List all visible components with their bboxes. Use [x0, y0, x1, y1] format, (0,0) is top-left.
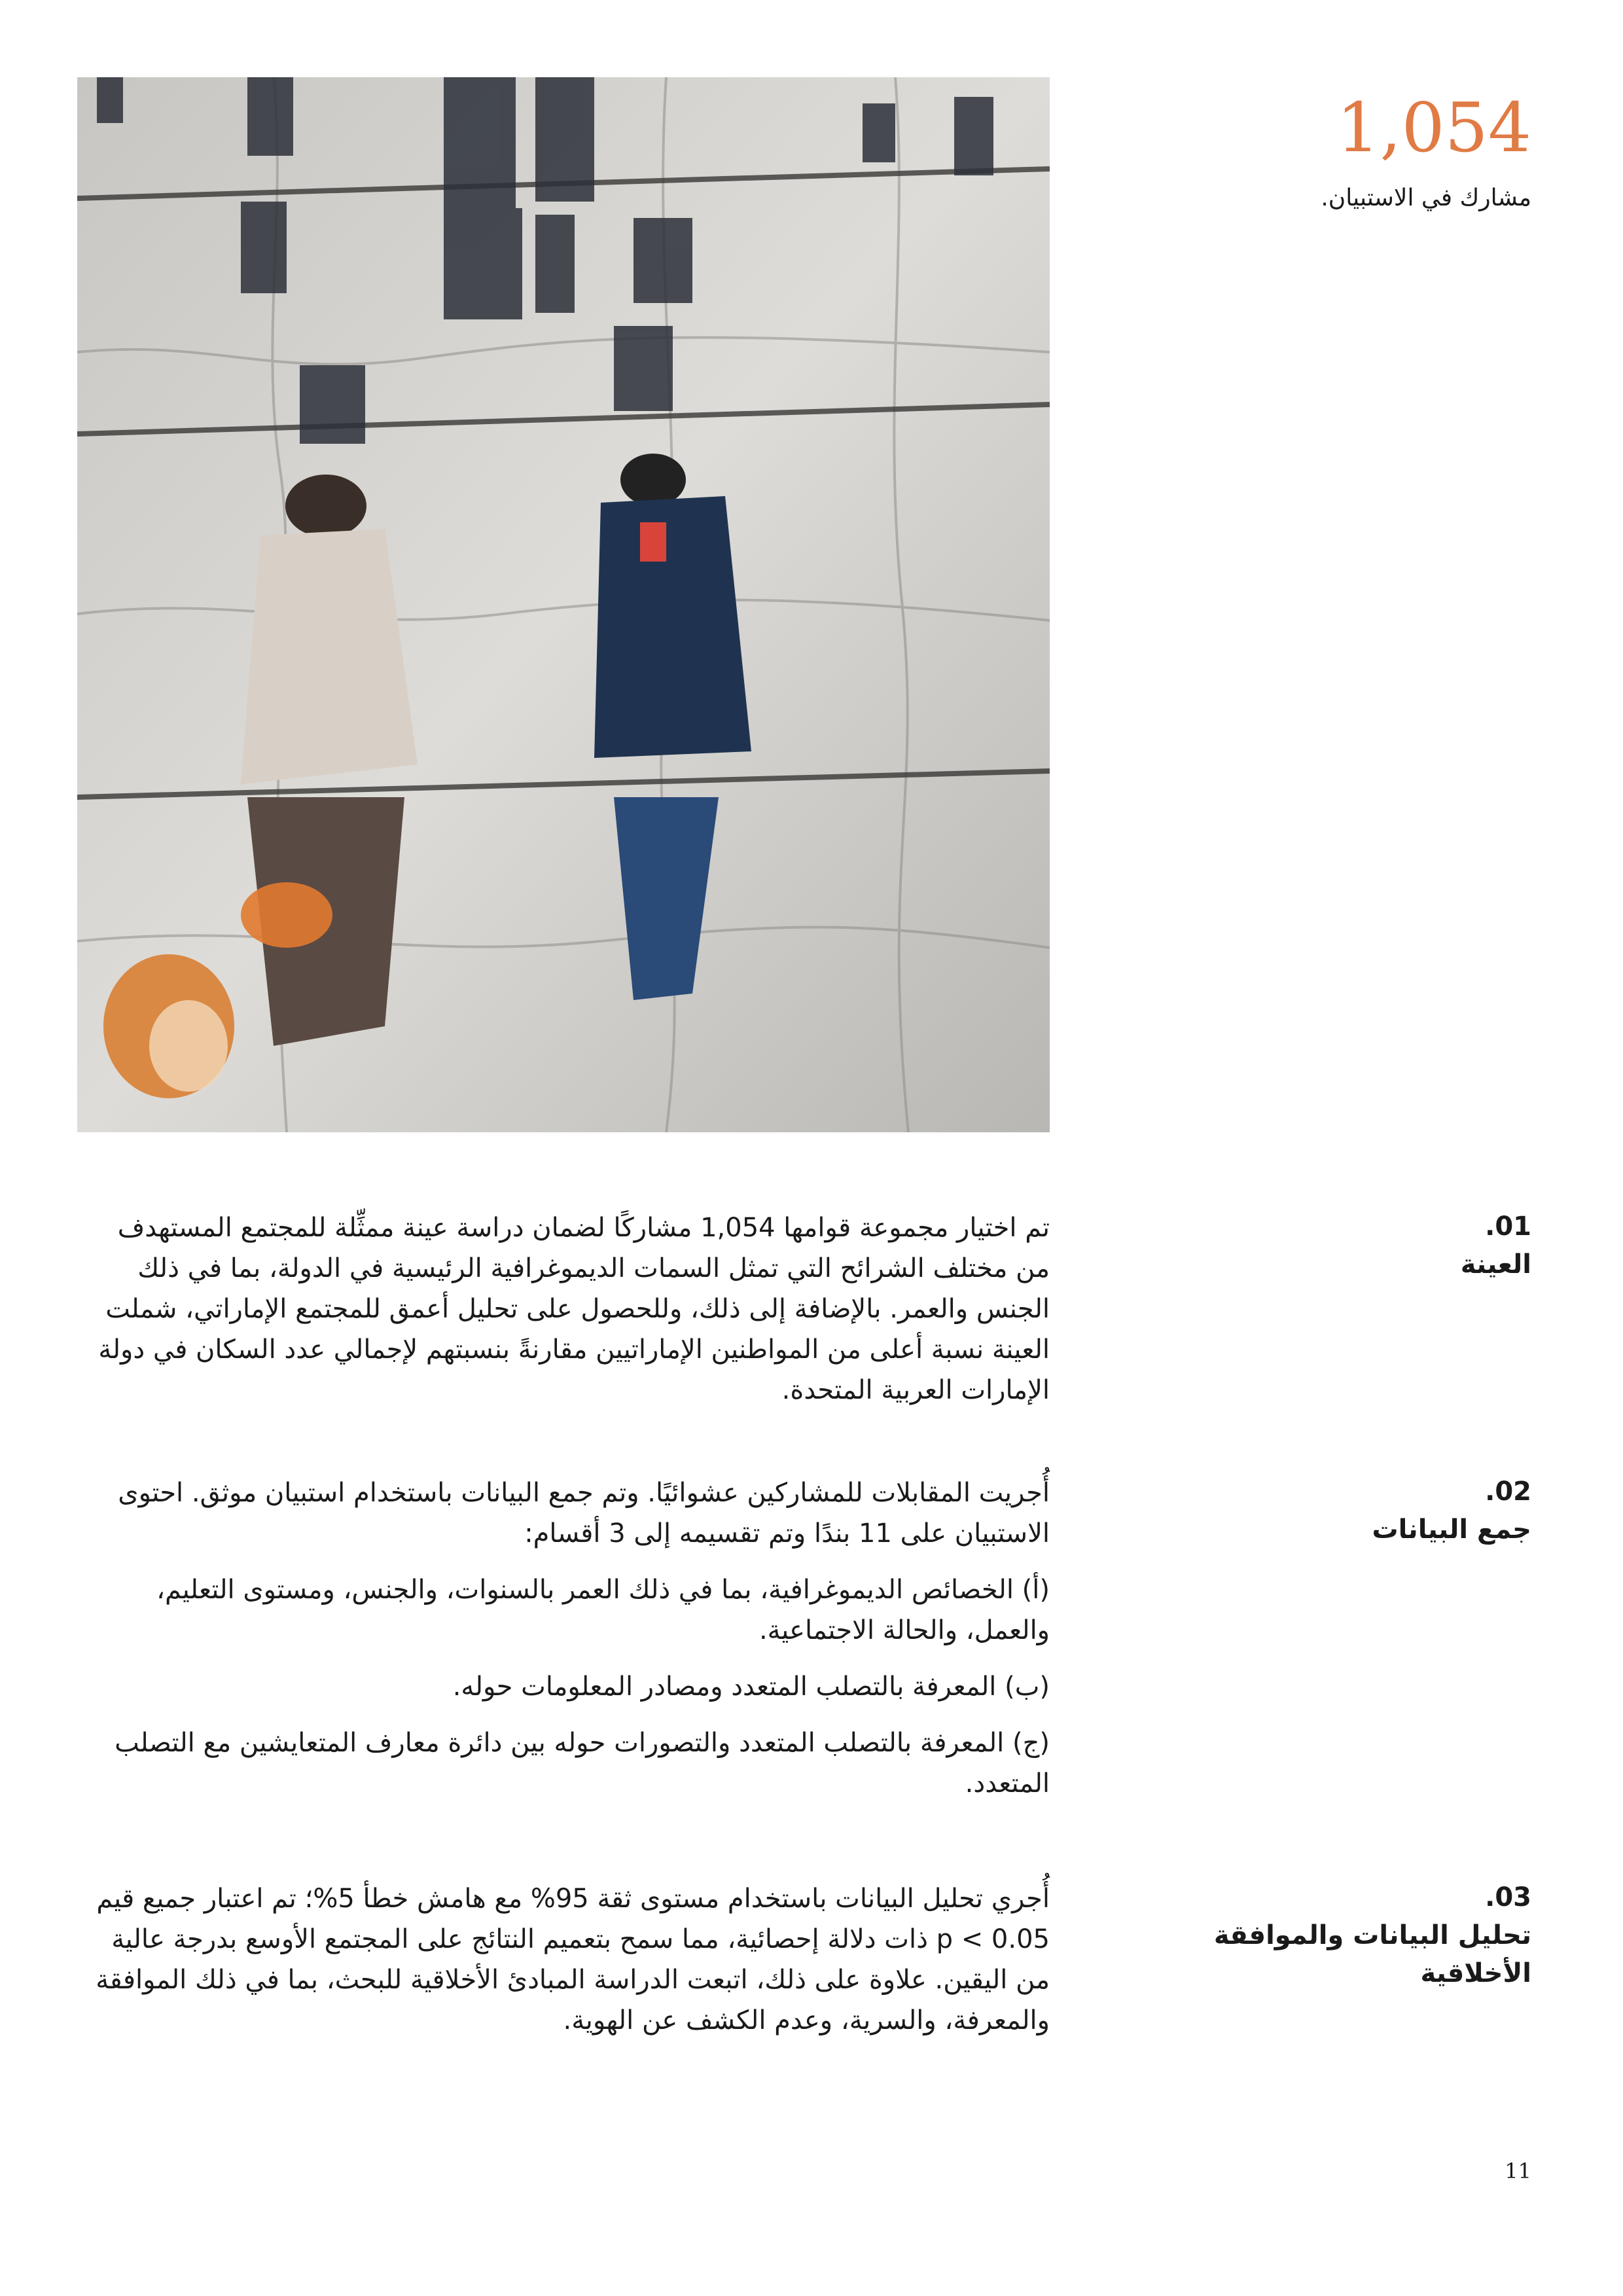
list-item: (أ) الخصائص الديموغرافية، بما في ذلك العمر بالسنوات، والجنس، ومستوى التعليم، والعمل، والحالة الاجتماعية.	[156, 1575, 1050, 1645]
section-heading	[1204, 1473, 1531, 1549]
section-title: العينة	[1460, 1249, 1531, 1280]
section-body	[77, 1473, 1050, 1820]
section-heading	[1204, 1208, 1531, 1283]
section-data-collection	[77, 1473, 1531, 1826]
section-number: 02.	[1485, 1477, 1531, 1507]
section-analysis-ethics	[77, 1878, 1531, 2075]
paragraph: أُجريت المقابلات للمشاركين عشوائيًا. وتم جمع البيانات باستخدام استبيان موثق. احتوى الاستبيان على 11 بندًا وتم تقسيمه إلى 3 أقسام:	[118, 1478, 1050, 1549]
list-item: (ج) المعرفة بالتصلب المتعدد والتصورات حوله بين دائرة معارف المتعايشين مع التصلب المتعدد.	[115, 1728, 1050, 1799]
section-sample	[77, 1208, 1531, 1424]
page-number: 11	[1505, 2159, 1531, 2183]
paragraph: تم اختيار مجموعة قوامها 1,054 مشاركًا لضمان دراسة عينة ممثِّلة للمجتمع المستهدف من مختلف الشرائح التي تمثل السمات الديموغرافية الرئيسية في الدولة، بما في ذلك الجنس والعمر. بالإضافة إلى ذلك، وللحصول على تحليل أعمق للمجتمع الإماراتي، شملت العينة نسبة أعلى من المواطنين الإماراتيين مقارنةً بنسبتهم لإجمالي عدد السكان في دولة الإمارات العربية المتحدة.	[98, 1213, 1050, 1405]
section-title: تحليل البيانات والموافقة الأخلاقية	[1213, 1920, 1531, 1988]
section-heading	[1204, 1878, 1531, 1992]
section-number: 01.	[1485, 1211, 1531, 1242]
section-body	[77, 1208, 1050, 1426]
section-number: 03.	[1485, 1882, 1531, 1912]
participants-caption: مشارك في الاستبيان.	[1321, 185, 1531, 211]
reflection-photo	[77, 77, 1050, 1132]
section-body	[77, 1878, 1050, 2056]
paragraph: أُجري تحليل البيانات باستخدام مستوى ثقة 95% مع هامش خطأ 5%؛ تم اعتبار جميع قيم p < 0.05 ذات دلالة إحصائية، مما سمح بتعميم النتائج على المجتمع الأوسع بدرجة عالية من اليقين. علاوة على ذلك، اتبعت الدراسة المبادئ الأخلاقية للبحث، بما في ذلك الموافقة والمعرفة، والسرية، وعدم الكشف عن الهوية.	[96, 1884, 1050, 2036]
section-title: جمع البيانات	[1372, 1515, 1531, 1545]
participants-count: 1,054	[1336, 88, 1531, 168]
list-item: (ب) المعرفة بالتصلب المتعدد ومصادر المعلومات حوله.	[452, 1672, 1050, 1702]
